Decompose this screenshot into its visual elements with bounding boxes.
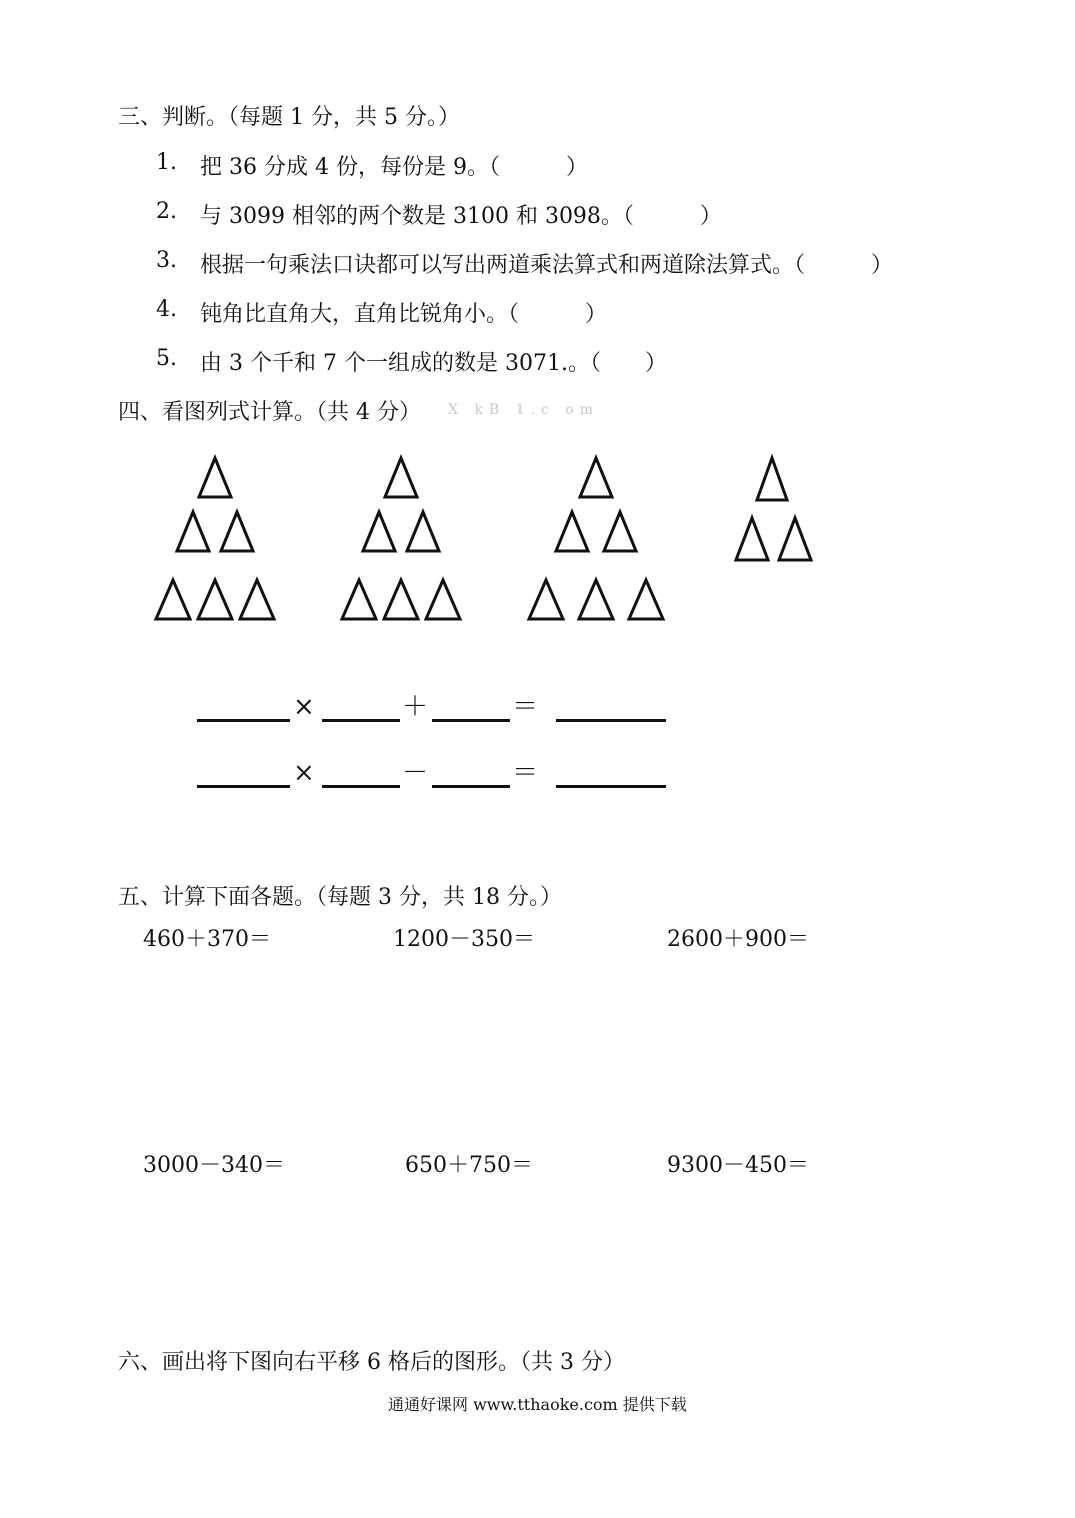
answer-blank[interactable]: [322, 719, 400, 722]
calc-problem: 3000－340＝: [143, 1153, 285, 1178]
item-5-number: 5.: [156, 346, 177, 371]
triangle: [199, 458, 231, 497]
triangle: [580, 458, 612, 497]
triangle: [363, 512, 395, 551]
triangle: [757, 458, 787, 500]
triangle: [198, 580, 232, 619]
answer-blank[interactable]: [556, 719, 666, 722]
triangle: [426, 580, 460, 619]
answer-blank[interactable]: [197, 785, 290, 788]
equals-sign: ＝: [512, 758, 539, 788]
section5-heading: 五、计算下面各题。（每题 3 分，共 18 分。）: [118, 885, 562, 910]
item-1-text: 把 36 分成 4 份，每份是 9。（ ）: [200, 155, 588, 180]
triangle: [604, 512, 636, 551]
item-2-text: 与 3099 相邻的两个数是 3100 和 3098。（ ）: [200, 204, 722, 229]
item-3-number: 3.: [156, 248, 177, 273]
triangle: [779, 518, 811, 560]
item-2-number: 2.: [156, 199, 177, 224]
triangle-group-3: [529, 458, 663, 619]
calc-problem: 2600＋900＝: [667, 927, 809, 952]
item-4-text: 钝角比直角大，直角比锐角小。（ ）: [200, 302, 608, 327]
triangle: [240, 580, 274, 619]
section4-heading: 四、看图列式计算。（共 4 分）: [118, 400, 421, 425]
answer-blank[interactable]: [322, 785, 400, 788]
calc-problem: 1200－350＝: [393, 927, 535, 952]
calc-problem: 650＋750＝: [405, 1153, 533, 1178]
section3-heading: 三、判断。（每题 1 分，共 5 分。）: [118, 105, 460, 130]
triangle: [221, 512, 253, 551]
triangle: [407, 512, 439, 551]
triangle: [736, 518, 768, 560]
triangle: [529, 580, 563, 619]
triangle: [177, 512, 209, 551]
multiply-sign: ×: [293, 758, 315, 788]
triangle-group-4: [736, 458, 811, 560]
page-footer: 通通好课网 www.tthaoke.com 提供下载: [388, 1395, 687, 1414]
answer-blank[interactable]: [556, 785, 666, 788]
answer-blank[interactable]: [432, 719, 510, 722]
answer-blank[interactable]: [432, 785, 510, 788]
triangle: [629, 580, 663, 619]
equals-sign: ＝: [512, 692, 539, 722]
triangle: [342, 580, 376, 619]
triangle-group-2: [342, 458, 460, 619]
section6-heading: 六、画出将下图向右平移 6 格后的图形。（共 3 分）: [118, 1350, 625, 1375]
watermark-text: X kB 1.c om: [448, 402, 599, 418]
item-5-text: 由 3 个千和 7 个一组成的数是 3071.。（ ）: [200, 351, 667, 376]
item-3-text: 根据一句乘法口诀都可以写出两道乘法算式和两道除法算式。（ ）: [200, 253, 894, 278]
item-1-number: 1.: [156, 150, 177, 175]
triangle: [156, 580, 190, 619]
minus-sign: －: [402, 758, 429, 788]
answer-blank[interactable]: [197, 719, 290, 722]
item-4-number: 4.: [156, 297, 177, 322]
calc-problem: 9300－450＝: [667, 1153, 809, 1178]
triangle: [384, 580, 418, 619]
triangle-group-1: [156, 458, 274, 619]
triangle: [579, 580, 613, 619]
triangle-figure: [0, 0, 1075, 640]
triangle: [556, 512, 588, 551]
triangle: [385, 458, 417, 497]
plus-sign: ＋: [402, 692, 429, 722]
multiply-sign: ×: [293, 692, 315, 722]
calc-problem: 460＋370＝: [143, 927, 271, 952]
